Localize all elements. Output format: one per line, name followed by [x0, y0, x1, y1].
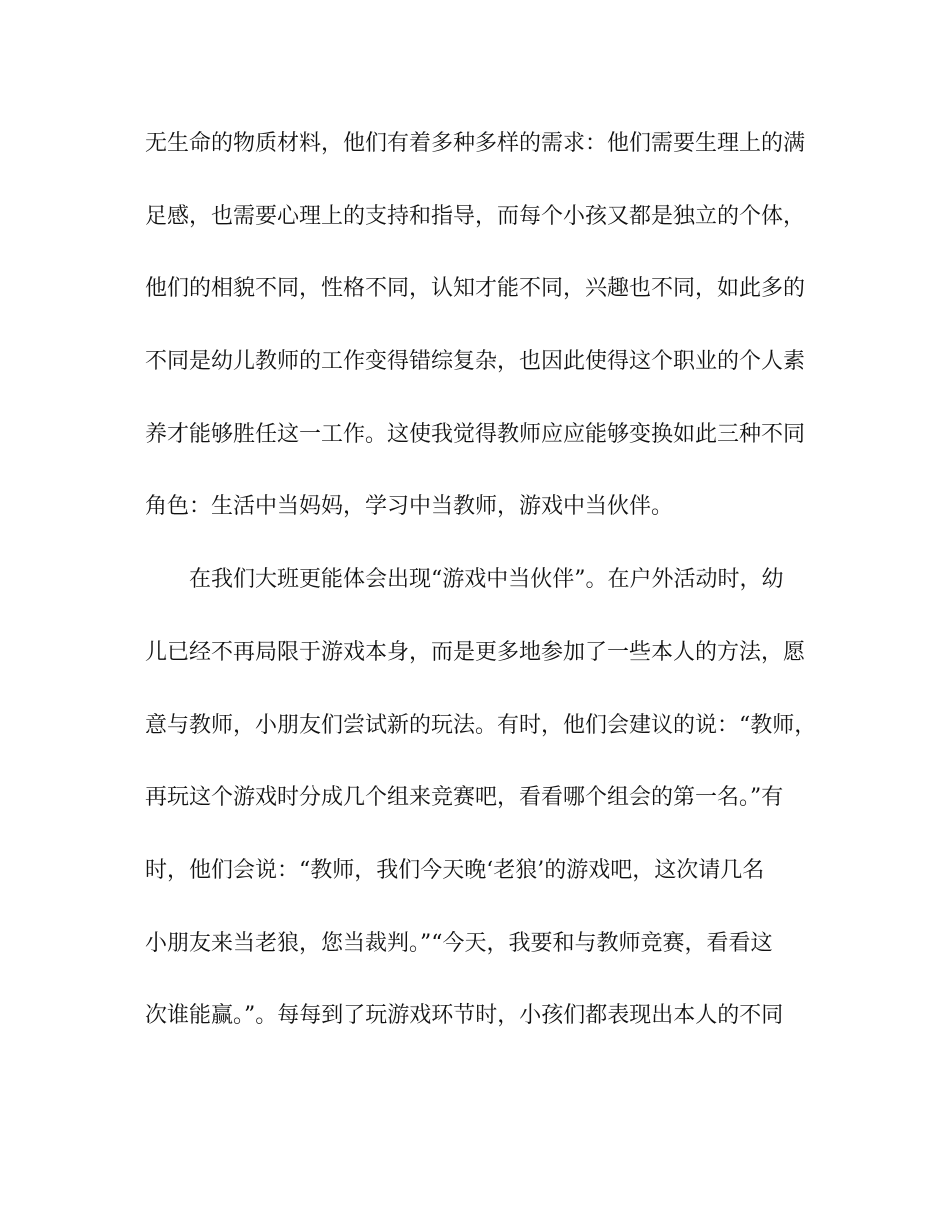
- text-line: 养才能够胜任这一工作。这使我觉得教师应应能够变换如此三种不同: [145, 421, 806, 447]
- text-line: 再玩这个游戏时分成几个组来竞赛吧，看看哪个组会的第一名。”有: [145, 785, 784, 811]
- text-line: 小朋友来当老狼，您当裁判。”“今天，我要和与教师竞赛，看看这: [145, 930, 773, 956]
- text-line: 在我们大班更能体会出现“游戏中当伙伴”。在户外活动时，幼: [189, 567, 784, 593]
- text-line: 他们的相貌不同，性格不同，认知才能不同，兴趣也不同，如此多的: [145, 276, 806, 302]
- text-line: 儿已经不再局限于游戏本身，而是更多地参加了一些本人的方法，愿: [145, 639, 806, 665]
- paragraph-2: [145, 558, 817, 1067]
- body-text: [145, 122, 817, 1067]
- text-line: 意与教师，小朋友们尝试新的玩法。有时，他们会建议的说：“教师，: [145, 712, 817, 738]
- text-line: 角色：生活中当妈妈，学习中当教师，游戏中当伙伴。: [145, 494, 674, 520]
- text-line: 不同是幼儿教师的工作变得错综复杂，也因此使得这个职业的个人素: [145, 349, 806, 375]
- text-line: 足感，也需要心理上的支持和指导，而每个小孩又都是独立的个体，: [145, 203, 806, 229]
- text-line: 无生命的物质材料，他们有着多种多样的需求：他们需要生理上的满: [145, 131, 806, 156]
- text-line: 时，他们会说：“教师，我们今天晚‘老狼’的游戏吧，这次请几名: [145, 857, 765, 883]
- text-line: 次谁能赢。”。每每到了玩游戏环节时，小孩们都表现出本人的不同: [145, 1003, 784, 1029]
- paragraph-1: [145, 122, 805, 558]
